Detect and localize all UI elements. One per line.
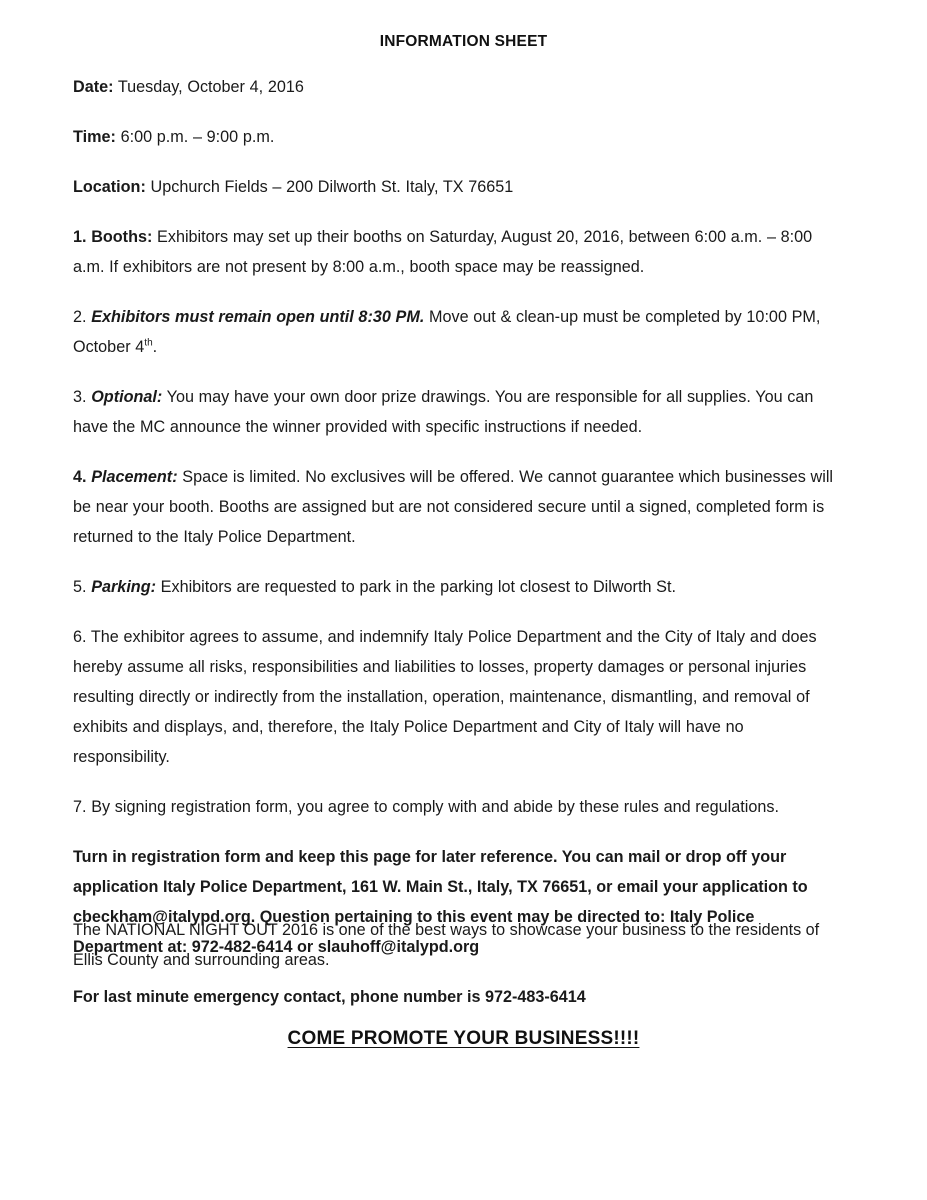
list-item-4-text: Space is limited. No exclusives will be offered. We cannot guarantee which businesses will be near your booth. Booths are assigned but are not considered secure until a signed, completed form is returned to the Italy Police Department. <box>73 468 834 546</box>
list-item-2-text-after: . <box>152 338 158 356</box>
list-item-1-number: 1. <box>73 228 87 246</box>
list-item-2-number: 2. <box>73 308 87 326</box>
field-date <box>73 72 845 102</box>
list-item-3 <box>73 382 845 442</box>
closing-paragraph: The NATIONAL NIGHT OUT 2016 is one of the best ways to showcase your business to the residents of Ellis County and surrounding areas. <box>73 921 820 969</box>
list-item-3-text: You may have your own door prize drawings. You are responsible for all supplies. You can have the MC announce the winner provided with specific instructions if needed. <box>73 388 814 436</box>
field-location-value: Upchurch Fields – 200 Dilworth St. Italy, TX 76651 <box>145 178 514 196</box>
page-title: INFORMATION SHEET <box>379 33 548 50</box>
list-item-2-lead: Exhibitors must remain open until 8:30 PM. <box>86 308 425 326</box>
list-item-4 <box>73 462 845 552</box>
list-item-3-lead: Optional: <box>86 388 163 406</box>
field-date-label: Date: <box>73 78 114 96</box>
list-item-7 <box>73 792 845 822</box>
field-date-value: Tuesday, October 4, 2016 <box>113 78 304 96</box>
list-item-4-lead: Placement: <box>86 468 178 486</box>
document-body <box>73 72 845 1012</box>
emergency-contact-line: For last minute emergency contact, phone number is 972-483-6414 <box>73 988 586 1006</box>
list-item-5 <box>73 572 845 602</box>
field-location-label: Location: <box>73 178 146 196</box>
list-item-2-superscript: th <box>144 337 153 349</box>
list-item-1 <box>73 222 845 282</box>
list-item-1-text: Exhibitors may set up their booths on Saturday, August 20, 2016, between 6:00 a.m. – 8:00 a.m. If exhibitors are not present by 8:00 a.m., booth space may be reassigned. <box>73 228 813 276</box>
list-item-5-number: 5. <box>73 578 87 596</box>
field-time-value: 6:00 p.m. – 9:00 p.m. <box>115 128 275 146</box>
list-item-7-number: 7. <box>73 798 87 816</box>
field-location <box>73 172 845 202</box>
list-item-7-text: By signing registration form, you agree to comply with and abide by these rules and regulations. <box>86 798 779 816</box>
list-item-2-text: Move out & clean-up must be completed by 10:00 PM, October 4 <box>73 308 821 356</box>
field-time <box>73 122 845 152</box>
list-item-3-number: 3. <box>73 388 87 406</box>
promo-line: COME PROMOTE YOUR BUSINESS!!!! <box>287 1028 640 1049</box>
list-item-5-lead: Parking: <box>86 578 156 596</box>
list-item-6-number: 6. <box>73 628 87 646</box>
list-item-1-lead: Booths: <box>86 228 153 246</box>
promo-section <box>0 1028 927 1050</box>
closing-section <box>73 915 845 975</box>
field-time-label: Time: <box>73 128 116 146</box>
registration-instructions: Turn in registration form and keep this page for later reference. You can mail or drop off your application Italy Police Department, 161 W. Main St., Italy, TX 76651, or email your application to cbeckham@italypd.org. Question pertaining to this event may be directed to: Italy Police Department at: 972-482-6414 or slauhoff@italypd.org <box>73 848 808 956</box>
list-item-2 <box>73 302 845 362</box>
list-item-6-text: The exhibitor agrees to assume, and indemnify Italy Police Department and the City of Italy and does hereby assume all risks, responsibilities and liabilities to losses, property damages or personal injuries resulting directly or indirectly from the installation, operation, maintenance, dismantling, and removal of exhibits and displays, and, therefore, the Italy Police Department and City of Italy will have no responsibility. <box>73 628 817 766</box>
list-item-5-text: Exhibitors are requested to park in the parking lot closest to Dilworth St. <box>155 578 676 596</box>
list-item-4-number: 4. <box>73 468 87 486</box>
list-item-6 <box>73 622 845 772</box>
